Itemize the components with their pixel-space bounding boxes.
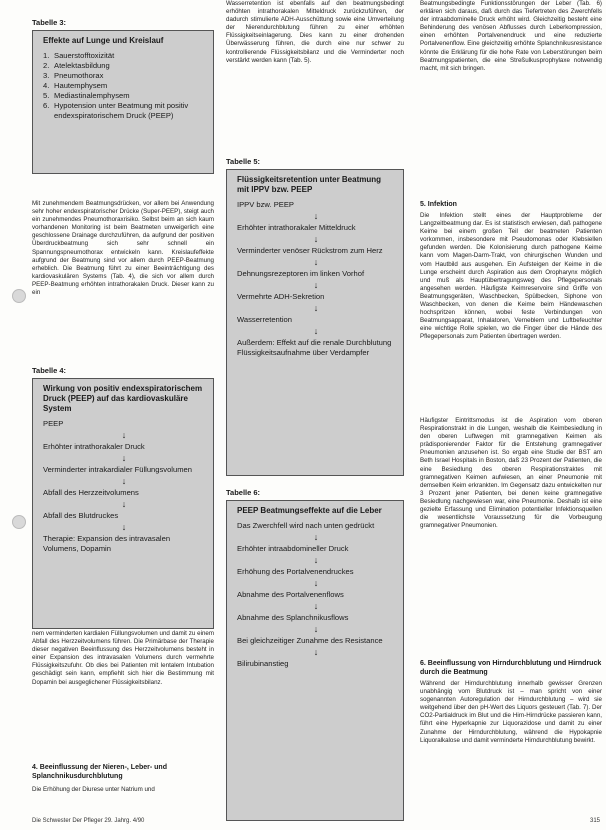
body-text: Während der Hirndurchblutung innerhalb gewisser Grenzen unabhängig vom Blutdruck ist – man spricht von einer sogenannten Autoregulation der Hirndurchblutung – wird sie weitgehend über den pH-Wert des Liquors gesteuert (Tab. 7). Der CO2-Partialdruck im Blut und die Hirn-Hirndrücke passieren kann, führt eine Hyperkapnie zur Liquorazidose und damit zu einer Zunahme der Hirndurchblutung, während die Hypokapnie Liquoralkalose und damit verminderte Hirndurchblutung bewirkt. [420,680,602,744]
flow-step: Wasserretention [237,315,293,325]
flow-step: PEEP [43,419,64,428]
body-text: nem verminderten kardialen Füllungsvolumen und damit zu einem Abfall des Herzzeitvolumens führen. Die Primärbase der Therapie dieser negativen Beeinflussung des Herzzeitvolumens besteht in einer Expansion des intravasalen Volumens durch vermehrte Flüssigkeitszufuhr. Ob dies bei Patienten mit lentalem Intubation geschädigt sein kann, empfiehlt sich hier die Bestimmung mit Dopamin bei ausgeglichener Flüssigkeitsbilanz. [32,630,214,686]
list-item: 4. Hautemphysem [43,81,108,91]
arrow-down-icon: ↓ [313,578,319,589]
list-item: 2. Atelektasbildung [43,61,110,71]
arrow-down-icon: ↓ [313,280,319,291]
table-3-list [43,51,205,121]
arrow-down-icon: ↓ [313,555,319,566]
body-text: Die Infektion stellt eines der Hauptprobleme der Langzeitbeatmung dar. Es ist statistisch erwiesen, daß pathogene Keime bei einem großen Teil der beatmeten Patienten vorkommen, insbesondere mit Pseudomonas oder Klebsiellen gefunden werden. Die Kolonisierung durch pathogene Keime kann vom Magen-Darm-Trakt, von chirurgischen Wunden und vom Hautbild aus ausgehen. Ein Aufsteigen der Keime in die Lunge erscheint durch Aspiration aus dem Oropharynx möglich und muß als Hauptübertragungsweg des Pflegepersonals angesehen werden. Häufigste Keimreservoire sind Griffe von Beatmungsgeräten, Waschbecken, Spülbecken, Siphone von Waschbecken, von denen die Keime beim Händewaschen hochspritzen können, wobei feste Verbindungen von Beatmungsapparat, Inhalatoren, Verneblern und Luftbefeuchter eine wichtige Rolle spielen, wo die Finger über die Hände des Pflegepersonals zum Patienten übertragen werden. [420,212,602,341]
page-number: 315 [589,818,600,824]
table-4 [32,366,214,629]
arrow-down-icon: ↓ [313,326,319,337]
arrow-down-icon: ↓ [313,234,319,245]
table-4-label: Tabelle 4: [32,366,67,375]
arrow-down-icon: ↓ [121,522,127,533]
table-6-title: PEEP Beatmungseffekte auf die Leber [237,506,382,515]
table-3-label: Tabelle 3: [32,18,67,27]
list-item: 3. Pneumothorax [43,71,104,81]
list-item: 1. Sauerstofftoxizität [43,51,115,60]
arrow-down-icon: ↓ [121,430,127,441]
table-3-box [32,30,214,174]
arrow-down-icon: ↓ [313,211,319,222]
arrow-down-icon: ↓ [313,303,319,314]
flow-step: IPPV bzw. PEEP [237,200,294,209]
flow-step: Erhöhter intraabdomineller Druck [237,544,349,554]
flow-step: Dehnungsrezeptoren im linken Vorhof [237,269,365,279]
flow-step: Abfall des Blutdruckes [43,511,119,521]
body-text: Mit zunehmendem Beatmungsdrücken, vor allem bei Anwendung sehr hoher endexspiratorischer Drücke (Super-PEEP), steigt auch ein zunehmendes Pneumothoraxrisiko. Selbst beim an sich kaum vorhandenen Monitoring ist beim Beatmeten unweigerlich eine geschlossene Drainage durchzuführen, da aufgrund der positiven Überdruckbeatmung sich sehr schnell ein Spannungspneumothorax entwickeln kann. Kreislaufeffekte aufgrund der Beatmung sind vor allem durch PEEP-Beatmung erheblich. Die Beatmung führt zu einer Beeinträchtigung des kardiovaskulären Systems (Tab. 4), die sich vor allem durch PEEP-Beatmung erhöhten intrathorakalen Druck. Dieser kann zu ein [32,200,214,297]
flow-step: Verminderter intrakardialer Füllungsvolumen [43,465,192,475]
table-4-box [32,378,214,629]
arrow-down-icon: ↓ [313,624,319,635]
arrow-down-icon: ↓ [313,647,319,658]
flow-step: Bei gleichzeitiger Zunahme des Resistance [237,636,383,646]
list-item: 6. Hypotension unter Beatmung mit positiv endexspiratorischem Druck (PEEP) [43,101,189,121]
arrow-down-icon: ↓ [121,499,127,510]
table-6-box [226,500,404,821]
body-text: Beatmungsbedingte Funktionsstörungen der Leber (Tab. 6) erklären sich daraus, daß durch das Tiefertreten des Zwerchfells der intraabdominelle Druck erhöht wird. Gleichzeitig besteht eine Behinderung des venösen Abflusses durch Leberkompression, einen erhöhten Portalvenendruck und eine reduzierte Portalvenenflow. Eine gleichzeitig erhöhte Splanchnikusresistance könnte die Erklärung für die hohe Rate von Leberstörungen beim Beatmungspatienten, die eine Streßulkusprophylaxe notwendig macht, mit sich bringen. [420,0,602,72]
footer-journal: Die Schwester Der Pfleger 29. Jahrg. 4/90 [32,818,145,824]
table-5-title: Flüssigkeitsretention unter Beatmung mit IPPV bzw. PEEP [237,175,382,194]
binder-hole [12,515,26,529]
flow-step: Vermehrte ADH-Sekretion [237,292,325,302]
section-heading: 4. Beeinflussung der Nieren-, Leber- und Splanchnikusdurchblutung [32,764,167,780]
body-text: Wasserretention ist ebenfalls auf den beatmungsbedingt erhöhten intrathorakalen Mitteldruck zurückzuführen, der dadurch stimulierte ADH-Ausschüttung sowie eine Umverteilung der Nierendurchblutung führen zu einer erhöhten Flüssigkeitseinlagerung. Dies kann zu einer drohenden Überwässerung führen, die durch eine nur schwer zu kontrollierende Flüssigkeitsbilanz und die Verminderter noch verstärkt werden kann (Tab. 5). [226,0,404,64]
table-5 [226,157,404,476]
flow-step: Abnahme des Portalvenenflows [237,590,344,600]
arrow-down-icon: ↓ [313,257,319,268]
flow-step: Erhöhung des Portalvenendruckes [237,567,354,577]
table-3-title: Effekte auf Lunge und Kreislauf [43,36,164,45]
flow-step: Bilirubinanstieg [237,659,289,669]
table-3 [32,18,214,174]
list-item: 5. Mediastinalemphysem [43,91,130,101]
flow-step: Erhöhter intrathorakaler Mitteldruck [237,223,356,233]
flow-step: Das Zwerchfell wird nach unten gedrückt [237,521,375,530]
arrow-down-icon: ↓ [313,601,319,612]
flow-step: Abnahme des Splanchnikusflows [237,613,349,623]
table-6 [226,488,404,821]
body-text: Häufigster Eintrittsmodus ist die Aspiration vom oberen Respirationstrakt in die Lungen, weshalb die Keimbesiedlung in den oberen Luftwegen mit gramnegativen Keimen als prädisponierender Faktor für die Entstehung gramnegativer Pneumonien anzusehen ist. So ergab eine Studie der BST am Beth Israel Hospitals in Boston, daß 23 Prozent der Patienten, die eine Besiedlung des oberen Respirationstraktes mit gramnegativen Keimen aufwiesen, an einer Pneumonie mit demselben Keim erkrankten. Im Gegensatz dazu entwickelten nur 3 Prozent jener Patienten, bei denen keine gramnegative Besiedlung nachgewiesen war, eine Pneumonie. Deshalb ist eine gezielte Erfassung und Elimination potentieller Infektionsquellen die wesentlichste Voraussetzung für die Vorbeugung gramnegativer Pneumonien. [420,417,602,530]
table-4-title: Wirkung von positiv endexspiratorischem Druck (PEEP) auf das kardiovaskuläre System [43,384,203,413]
table-5-box [226,169,404,476]
flow-step: Verminderter venöser Rückstrom zum Herz [237,246,383,256]
arrow-down-icon: ↓ [313,532,319,543]
body-text: Die Erhöhung der Diurese unter Natrium und [32,786,155,793]
binder-hole [12,289,26,303]
table-5-label: Tabelle 5: [226,157,261,166]
flow-step: Therapie: Expansion des intravasalen Volumens, Dopamin [43,534,171,554]
section-heading: 6. Beeinflussung von Hirndurchblutung und Hirndruck durch die Beatmung [420,660,602,676]
arrow-down-icon: ↓ [121,476,127,487]
flow-step: Außerdem: Effekt auf die renale Durchblutung Flüssigkeitsaufnahme über Verdampfer [237,338,392,358]
table-6-label: Tabelle 6: [226,488,261,497]
section-heading: 5. Infektion [420,201,457,208]
flow-step: Abfall des Herzzeitvolumens [43,488,139,498]
arrow-down-icon: ↓ [121,453,127,464]
flow-step: Erhöhter intrathorakaler Druck [43,442,145,452]
